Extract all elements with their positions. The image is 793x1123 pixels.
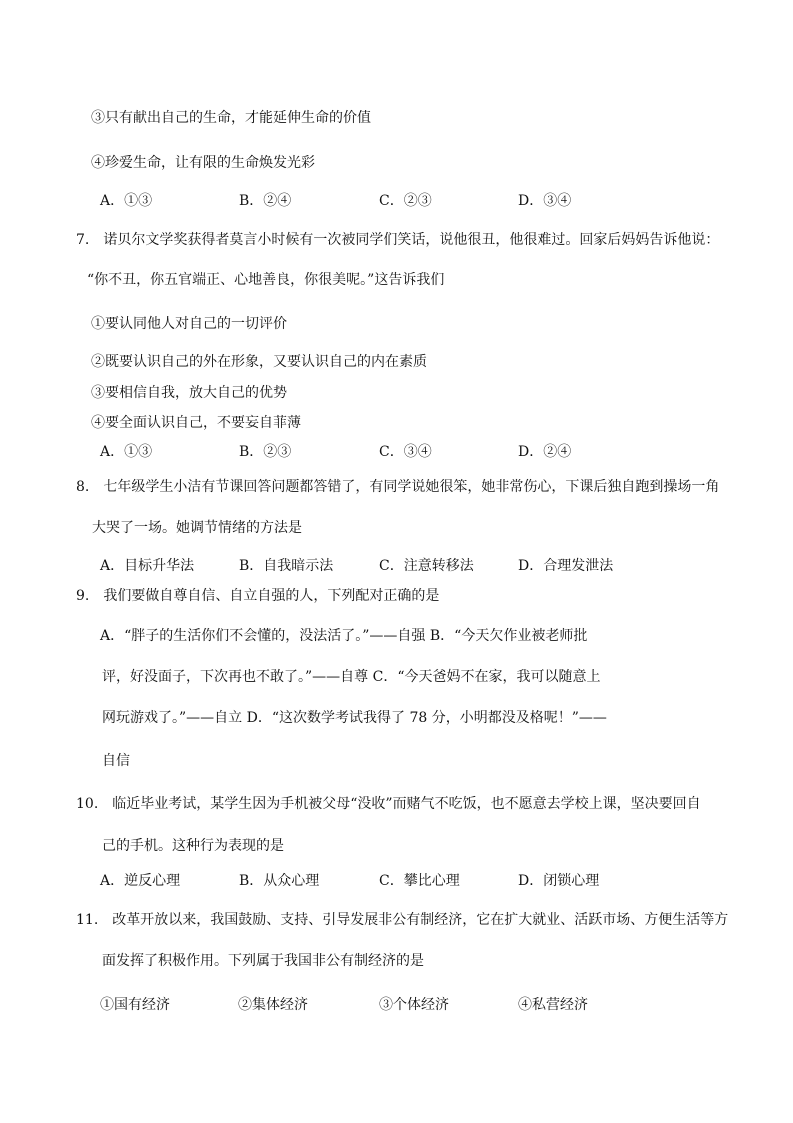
q7-stem-line-2: “你不丑，你五官端正、心地善良，你很美呢。”这告诉我们	[87, 272, 445, 288]
q6-option-a: A．①③	[100, 193, 153, 209]
q7-item-4: ④要全面认识自己，不要妄自菲薄	[91, 415, 301, 431]
q7-item-2: ②既要认识自己的外在形象，又要认识自己的内在素质	[91, 354, 427, 370]
q9-option-line-3: 网玩游戏了。”——自立 D．“这次数学考试我得了 78 分，小明都没及格呢！”——	[102, 710, 607, 726]
q6-item-3: ③只有献出自己的生命，才能延伸生命的价值	[91, 110, 371, 126]
q11-item-2: ②集体经济	[238, 997, 308, 1013]
q6-option-b: B．②④	[239, 193, 292, 209]
q11-item-4: ④私营经济	[518, 997, 588, 1013]
q10-option-c: C．攀比心理	[379, 873, 460, 889]
q11-stem-line-2: 面发挥了积极作用。下列属于我国非公有制经济的是	[102, 953, 424, 969]
q8-stem-line-2: 大哭了一场。她调节情绪的方法是	[92, 520, 302, 536]
q8-option-c: C．注意转移法	[379, 558, 474, 574]
q6-option-d: D．③④	[518, 193, 572, 209]
q9-option-line-1: A．“胖子的生活你们不会懂的，没法活了。”——自强 B．“今天欠作业被老师批	[100, 628, 588, 644]
q7-option-c: C．③④	[379, 444, 432, 460]
q7-option-d: D．②④	[518, 444, 572, 460]
q6-option-c: C．②③	[379, 193, 432, 209]
q10-option-a: A．逆反心理	[100, 873, 181, 889]
q7-option-a: A．①③	[100, 444, 153, 460]
q11-stem-line-1: 11. 改革开放以来，我国鼓励、支持、引导发展非公有制经济，它在扩大就业、活跃市场、方便生活等方	[76, 912, 729, 928]
q6-item-4: ④珍爱生命，让有限的生命焕发光彩	[91, 155, 315, 171]
q9-option-line-2: 评，好没面子，下次再也不敢了。”——自尊 C．“今天爸妈不在家，我可以随意上	[102, 669, 601, 685]
q9-stem-line-1: 9. 我们要做自尊自信、自立自强的人，下列配对正确的是	[76, 588, 440, 604]
q11-item-3: ③个体经济	[379, 997, 449, 1013]
q10-stem-line-2: 己的手机。这种行为表现的是	[102, 838, 284, 854]
q8-option-d: D．合理发泄法	[518, 558, 614, 574]
q7-stem-line-1: 7. 诺贝尔文学奖获得者莫言小时候有一次被同学们笑话，说他很丑，他很难过。回家后妈妈告诉他说：	[76, 232, 720, 248]
q8-option-b: B．自我暗示法	[239, 558, 334, 574]
q7-item-1: ①要认同他人对自己的一切评价	[91, 316, 287, 332]
q9-option-line-4: 自信	[102, 753, 130, 769]
q11-item-1: ①国有经济	[100, 997, 170, 1013]
q7-option-b: B．②③	[239, 444, 292, 460]
q10-option-b: B．从众心理	[239, 873, 320, 889]
q7-item-3: ③要相信自我，放大自己的优势	[91, 385, 287, 401]
q8-option-a: A．目标升华法	[100, 558, 195, 574]
q10-option-d: D．闭锁心理	[518, 873, 600, 889]
q8-stem-line-1: 8. 七年级学生小洁有节课回答问题都答错了，有同学说她很笨，她非常伤心，下课后独自跑到操场一角	[76, 479, 720, 495]
q10-stem-line-1: 10. 临近毕业考试，某学生因为手机被父母“没收”而赌气不吃饭，也不愿意去学校上课，坚决要回自	[76, 796, 701, 812]
